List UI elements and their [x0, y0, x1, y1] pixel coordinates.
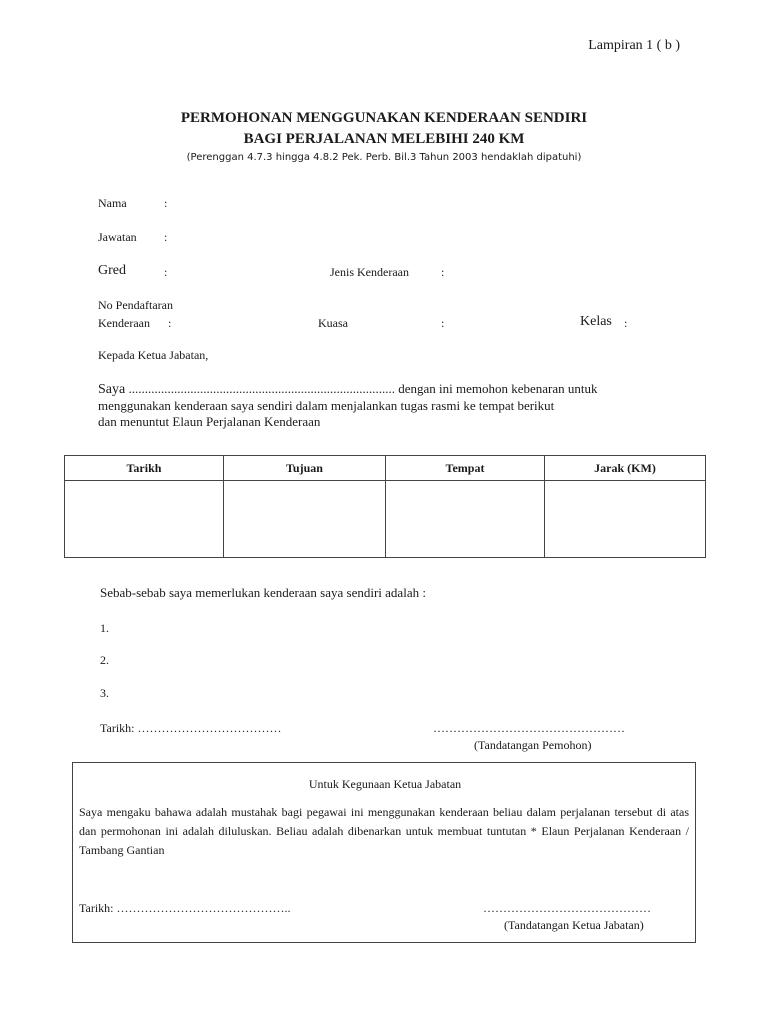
lampiran-label: Lampiran 1 ( b )	[588, 38, 680, 53]
kuasa-colon: :	[441, 316, 445, 330]
reason-item-1: 1.	[100, 621, 109, 635]
col-jarak: Jarak (KM)	[545, 456, 706, 481]
gred-colon: :	[164, 265, 168, 279]
form-subtitle: (Perenggan 4.7.3 hingga 4.8.2 Pek. Perb. Bil.3 Tahun 2003 hendaklah dipatuhi)	[186, 152, 582, 163]
table-row	[65, 481, 706, 558]
reason-item-2: 2.	[100, 653, 109, 667]
saya-dots: ..................................................................................	[128, 381, 395, 396]
trip-table	[64, 455, 706, 558]
office-use-paragraph: Saya mengaku bahawa adalah mustahak bagi pegawai ini menggunakan kenderaan beliau dalam perjalanan tersebut di atas dan permohonan ini adalah diluluskan. Beliau adalah dibenarkan untuk membuat tuntutan * Elaun Perjalanan Kenderaan / Tambang Gantian	[79, 805, 689, 857]
col-tempat: Tempat	[386, 456, 545, 481]
saya-word: Saya	[98, 382, 126, 397]
applicant-tarikh: Tarikh: ………………………………	[100, 721, 282, 735]
salutation: Kepada Ketua Jabatan,	[98, 348, 209, 362]
request-line1	[98, 381, 598, 398]
cell-jarak[interactable]	[545, 481, 706, 558]
jawatan-label: Jawatan	[98, 230, 137, 244]
gred-label: Gred	[98, 263, 126, 278]
kuasa-label: Kuasa	[318, 316, 348, 330]
jawatan-colon: :	[164, 230, 168, 244]
nama-colon: :	[164, 196, 168, 210]
table-header-row	[65, 456, 706, 481]
form-title-line1: PERMOHONAN MENGGUNAKAN KENDERAAN SENDIRI	[180, 110, 588, 126]
request-line3: dan menuntut Elaun Perjalanan Kenderaan	[98, 414, 321, 429]
office-sign-label: (Tandatangan Ketua Jabatan)	[504, 918, 644, 932]
reasons-intro: Sebab-sebab saya memerlukan kenderaan saya sendiri adalah :	[100, 585, 426, 600]
no-pendaftaran-label: No Pendaftaran	[98, 298, 173, 312]
request-line2: menggunakan kenderaan saya sendiri dalam menjalankan tugas rasmi ke tempat berikut	[98, 398, 555, 413]
jenis-kenderaan-colon: :	[441, 265, 445, 279]
cell-tempat[interactable]	[386, 481, 545, 558]
office-sign-line: ……………………………………	[483, 901, 651, 915]
kenderaan-label: Kenderaan	[98, 316, 150, 330]
kenderaan-colon: :	[168, 316, 172, 330]
col-tarikh: Tarikh	[65, 456, 224, 481]
applicant-sign-line: …………………………………………	[433, 721, 625, 735]
office-tarikh: Tarikh: ……………………………………..	[79, 901, 291, 915]
office-use-title: Untuk Kegunaan Ketua Jabatan	[308, 777, 462, 791]
kelas-colon: :	[624, 316, 628, 330]
cell-tarikh[interactable]	[65, 481, 224, 558]
kelas-label: Kelas	[580, 314, 612, 329]
office-use-box	[72, 762, 696, 943]
col-tujuan: Tujuan	[224, 456, 386, 481]
nama-label: Nama	[98, 196, 127, 210]
saya-rest: dengan ini memohon kebenaran untuk	[398, 381, 598, 396]
applicant-sign-label: (Tandatangan Pemohon)	[474, 738, 592, 752]
reason-item-3: 3.	[100, 686, 109, 700]
form-title-line2: BAGI PERJALANAN MELEBIHI 240 KM	[243, 131, 525, 147]
jenis-kenderaan-label: Jenis Kenderaan	[330, 265, 409, 279]
cell-tujuan[interactable]	[224, 481, 386, 558]
